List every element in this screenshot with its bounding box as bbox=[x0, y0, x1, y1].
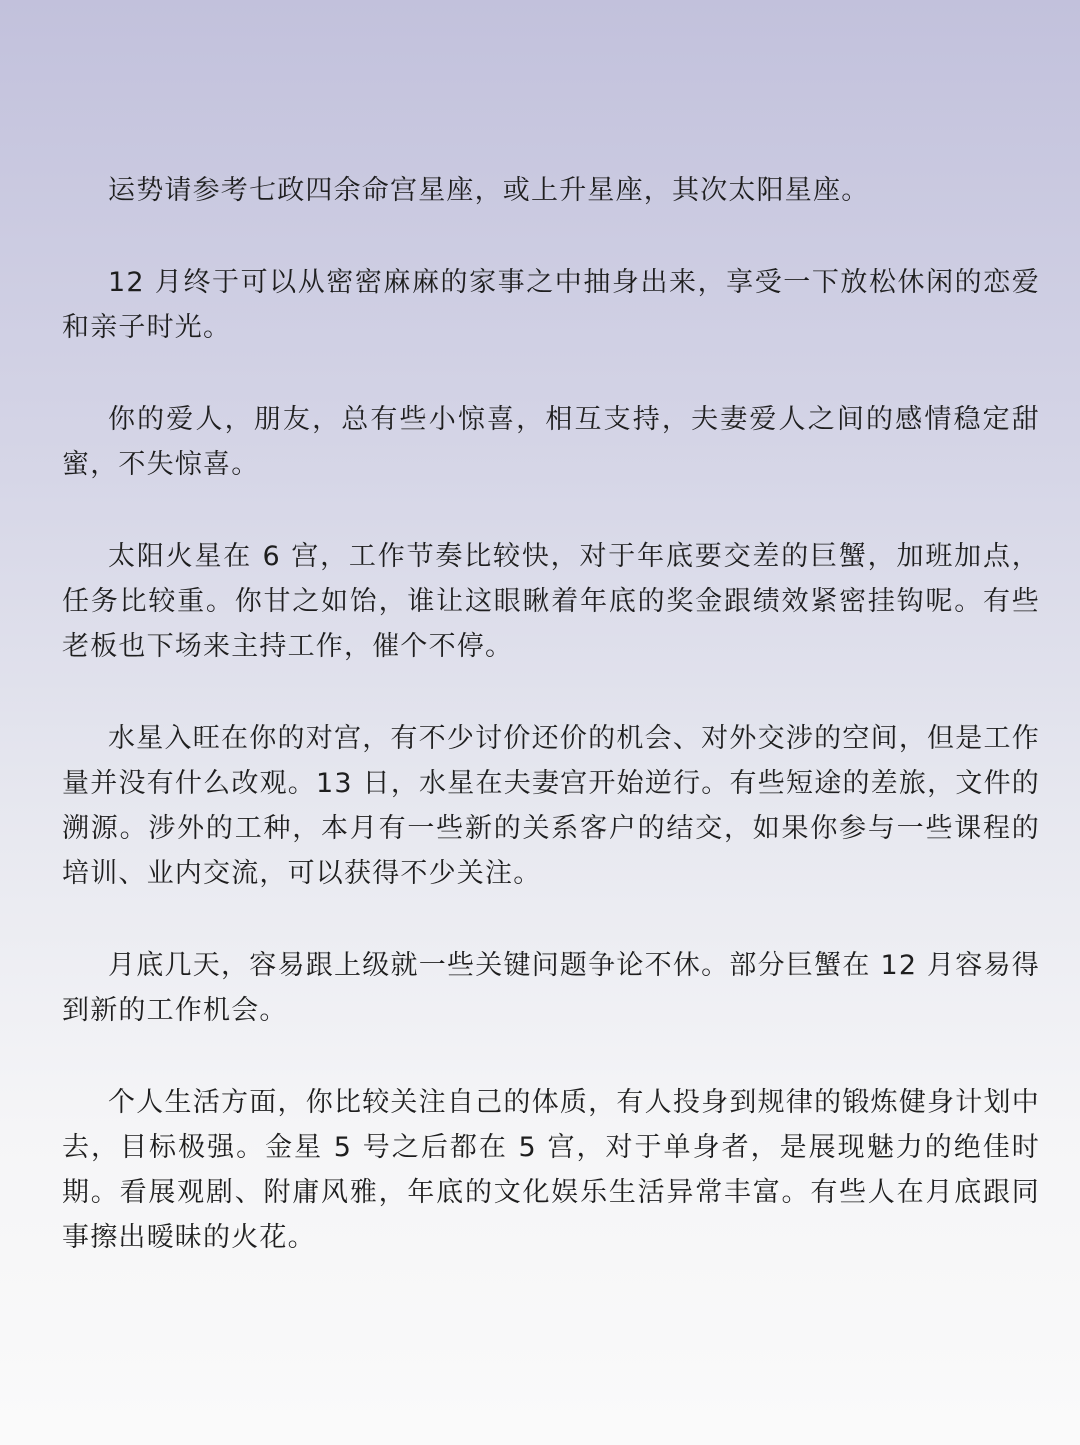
paragraph-reference-note: 运势请参考七政四余命宫星座，或上升星座，其次太阳星座。 bbox=[108, 175, 870, 206]
paragraph-month-end: 月底几天，容易跟上级就一些关键问题争论不休。部分巨蟹在 12 月容易得到新的工作机会。 bbox=[62, 950, 1040, 1026]
paragraph-work: 太阳火星在 6 宫，工作节奏比较快，对于年底要交差的巨蟹，加班加点，任务比较重。你甘之如饴，谁让这眼瞅着年底的奖金跟绩效紧密挂钩呢。有些老板也下场来主持工作，催个不停。 bbox=[62, 541, 1040, 662]
paragraph-partner: 你的爱人，朋友，总有些小惊喜，相互支持，夫妻爱人之间的感情稳定甜蜜，不失惊喜。 bbox=[62, 404, 1040, 480]
paragraph-personal-life: 个人生活方面，你比较关注自己的体质，有人投身到规律的锻炼健身计划中去，目标极强。金星 5 号之后都在 5 宫，对于单身者，是展现魅力的绝佳时期。看展观剧、附庸风雅，年底的文化娱乐生活异常丰富。有些人在月底跟同事擦出暧昧的火花。 bbox=[62, 1087, 1040, 1253]
paragraph-mercury: 水星入旺在你的对宫，有不少讨价还价的机会、对外交涉的空间，但是工作量并没有什么改观。13 日，水星在夫妻宫开始逆行。有些短途的差旅，文件的溯源。涉外的工种，本月有一些新的关系客户的结交，如果你参与一些课程的培训、业内交流，可以获得不少关注。 bbox=[62, 723, 1040, 889]
paragraph-family-love: 12 月终于可以从密密麻麻的家事之中抽身出来，享受一下放松休闲的恋爱和亲子时光。 bbox=[62, 267, 1040, 343]
